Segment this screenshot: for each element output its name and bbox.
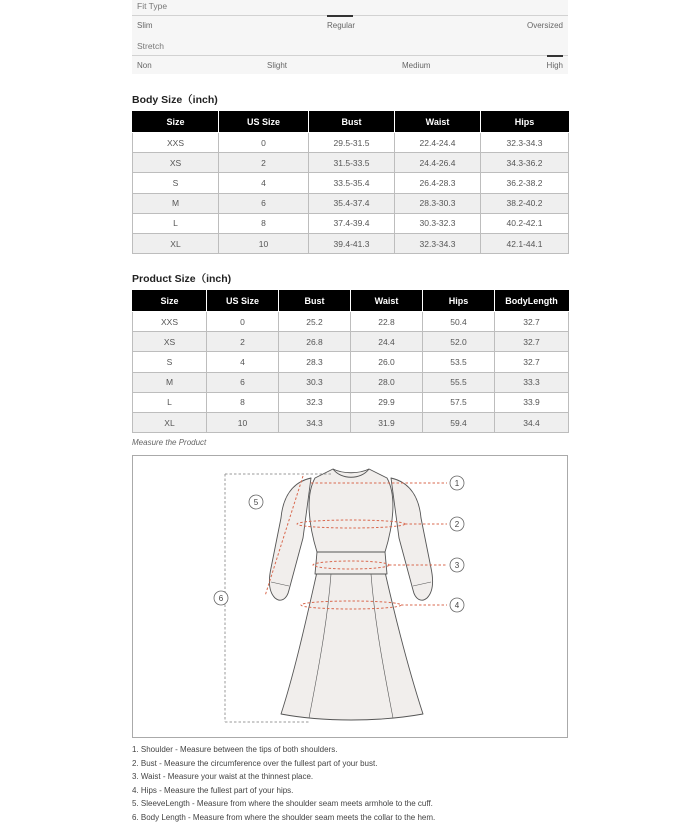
- column-header-size: Size: [133, 291, 207, 312]
- table-cell: 2: [207, 332, 279, 352]
- table-cell: S: [133, 173, 219, 193]
- table-cell: 28.3: [279, 352, 351, 372]
- table-cell: 31.9: [351, 412, 423, 432]
- table-row: [133, 332, 569, 352]
- table-row: [133, 133, 569, 153]
- column-header-bust: Bust: [309, 112, 395, 133]
- table-cell: 6: [219, 193, 309, 213]
- table-cell: 38.2-40.2: [481, 193, 569, 213]
- column-header-hips: Hips: [423, 291, 495, 312]
- note-sleeve-length: 5. SleeveLength - Measure from where the shoulder seam meets armhole to the cuff.: [132, 799, 433, 809]
- table-cell: 4: [219, 173, 309, 193]
- column-header-us-size: US Size: [219, 112, 309, 133]
- note-bust: 2. Bust - Measure the circumference over the fullest part of your bust.: [132, 758, 378, 768]
- table-cell: 33.5-35.4: [309, 173, 395, 193]
- product-size-title: Product Size（inch): [132, 273, 232, 285]
- table-cell: M: [133, 193, 219, 213]
- table-cell: 28.0: [351, 372, 423, 392]
- table-cell: 30.3-32.3: [395, 213, 481, 233]
- stretch-divider: [132, 55, 568, 56]
- table-cell: XL: [133, 233, 219, 253]
- table-cell: XS: [133, 153, 219, 173]
- table-row: [133, 213, 569, 233]
- table-cell: XXS: [133, 312, 207, 332]
- column-header-hips: Hips: [481, 112, 569, 133]
- table-cell: 24.4-26.4: [395, 153, 481, 173]
- table-cell: 34.3: [279, 412, 351, 432]
- table-row: [133, 193, 569, 213]
- fit-option-slim: Slim: [137, 21, 153, 30]
- table-cell: XS: [133, 332, 207, 352]
- table-cell: 28.3-30.3: [395, 193, 481, 213]
- table-cell: 40.2-42.1: [481, 213, 569, 233]
- marker-5: [249, 495, 263, 509]
- fit-option-regular: Regular: [327, 21, 356, 30]
- table-cell: 6: [207, 372, 279, 392]
- table-row: [133, 392, 569, 412]
- table-cell: 53.5: [423, 352, 495, 372]
- table-row: [133, 312, 569, 332]
- table-cell: 57.5: [423, 392, 495, 412]
- svg-text:3: 3: [454, 561, 460, 570]
- table-cell: 8: [219, 213, 309, 233]
- table-cell: 36.2-38.2: [481, 173, 569, 193]
- column-header-waist: Waist: [395, 112, 481, 133]
- marker-2: [450, 517, 464, 531]
- dress-diagram: [133, 456, 567, 737]
- stretch-option-non: Non: [137, 61, 152, 70]
- marker-1: [450, 476, 464, 490]
- table-cell: 32.7: [495, 352, 569, 372]
- table-cell: L: [133, 392, 207, 412]
- note-waist: 3. Waist - Measure your waist at the thinnest place.: [132, 772, 314, 782]
- table-cell: 33.9: [495, 392, 569, 412]
- table-cell: 32.3: [279, 392, 351, 412]
- stretch-option-high: High: [546, 61, 563, 70]
- body-size-title: Body Size（inch): [132, 94, 218, 106]
- table-row: [133, 412, 569, 432]
- measure-caption: Measure the Product: [132, 438, 207, 447]
- table-cell: 34.4: [495, 412, 569, 432]
- table-cell: 55.5: [423, 372, 495, 392]
- table-cell: 0: [207, 312, 279, 332]
- table-cell: 34.3-36.2: [481, 153, 569, 173]
- note-shoulder: 1. Shoulder - Measure between the tips of both shoulders.: [132, 745, 338, 754]
- stretch-option-slight: Slight: [267, 61, 288, 70]
- table-cell: 59.4: [423, 412, 495, 432]
- table-cell: 37.4-39.4: [309, 213, 395, 233]
- stretch-indicator: [547, 55, 563, 57]
- table-cell: 42.1-44.1: [481, 233, 569, 253]
- column-header-bust: Bust: [279, 291, 351, 312]
- marker-3: [450, 558, 464, 572]
- table-row: [133, 352, 569, 372]
- table-cell: 39.4-41.3: [309, 233, 395, 253]
- measurement-notes: [132, 743, 612, 823]
- table-row: [133, 173, 569, 193]
- dress-illustration: [269, 469, 432, 720]
- table-cell: 52.0: [423, 332, 495, 352]
- table-cell: 26.0: [351, 352, 423, 372]
- note-hips: 4. Hips - Measure the fullest part of your hips.: [132, 785, 294, 795]
- svg-text:4: 4: [454, 601, 460, 610]
- table-cell: 26.8: [279, 332, 351, 352]
- fit-option-oversized: Oversized: [526, 21, 563, 30]
- table-row: [133, 372, 569, 392]
- table-cell: 50.4: [423, 312, 495, 332]
- table-cell: 35.4-37.4: [309, 193, 395, 213]
- table-cell: 32.3-34.3: [481, 133, 569, 153]
- svg-text:5: 5: [253, 498, 259, 507]
- table-cell: 29.5-31.5: [309, 133, 395, 153]
- table-cell: XXS: [133, 133, 219, 153]
- table-cell: 0: [219, 133, 309, 153]
- body-size-table: [132, 111, 569, 254]
- column-header-body-length: BodyLength: [495, 291, 569, 312]
- table-cell: S: [133, 352, 207, 372]
- table-cell: M: [133, 372, 207, 392]
- table-cell: 2: [219, 153, 309, 173]
- table-cell: 32.7: [495, 332, 569, 352]
- table-cell: 22.4-24.4: [395, 133, 481, 153]
- table-cell: 32.3-34.3: [395, 233, 481, 253]
- table-cell: 32.7: [495, 312, 569, 332]
- table-cell: 33.3: [495, 372, 569, 392]
- table-row: [133, 233, 569, 253]
- table-cell: 26.4-28.3: [395, 173, 481, 193]
- fit-type-indicator: [327, 15, 353, 17]
- stretch-label: Stretch: [137, 41, 164, 51]
- table-cell: XL: [133, 412, 207, 432]
- table-cell: 24.4: [351, 332, 423, 352]
- stretch-option-medium: Medium: [402, 61, 431, 70]
- note-body-length: 6. Body Length - Measure from where the shoulder seam meets the collar to the hem.: [132, 812, 436, 822]
- marker-4: [450, 598, 464, 612]
- fit-type-label: Fit Type: [137, 1, 168, 11]
- svg-text:2: 2: [454, 520, 460, 529]
- table-cell: 30.3: [279, 372, 351, 392]
- svg-text:6: 6: [218, 594, 224, 603]
- table-cell: 4: [207, 352, 279, 372]
- marker-6: [214, 591, 228, 605]
- table-row: [133, 153, 569, 173]
- table-cell: L: [133, 213, 219, 233]
- product-size-table: [132, 290, 569, 433]
- svg-text:1: 1: [454, 479, 460, 488]
- table-cell: 10: [219, 233, 309, 253]
- column-header-us-size: US Size: [207, 291, 279, 312]
- table-cell: 22.8: [351, 312, 423, 332]
- column-header-size: Size: [133, 112, 219, 133]
- table-cell: 25.2: [279, 312, 351, 332]
- fit-panel: [132, 0, 568, 74]
- table-cell: 29.9: [351, 392, 423, 412]
- measure-diagram: [132, 455, 568, 738]
- table-cell: 8: [207, 392, 279, 412]
- table-cell: 10: [207, 412, 279, 432]
- column-header-waist: Waist: [351, 291, 423, 312]
- table-cell: 31.5-33.5: [309, 153, 395, 173]
